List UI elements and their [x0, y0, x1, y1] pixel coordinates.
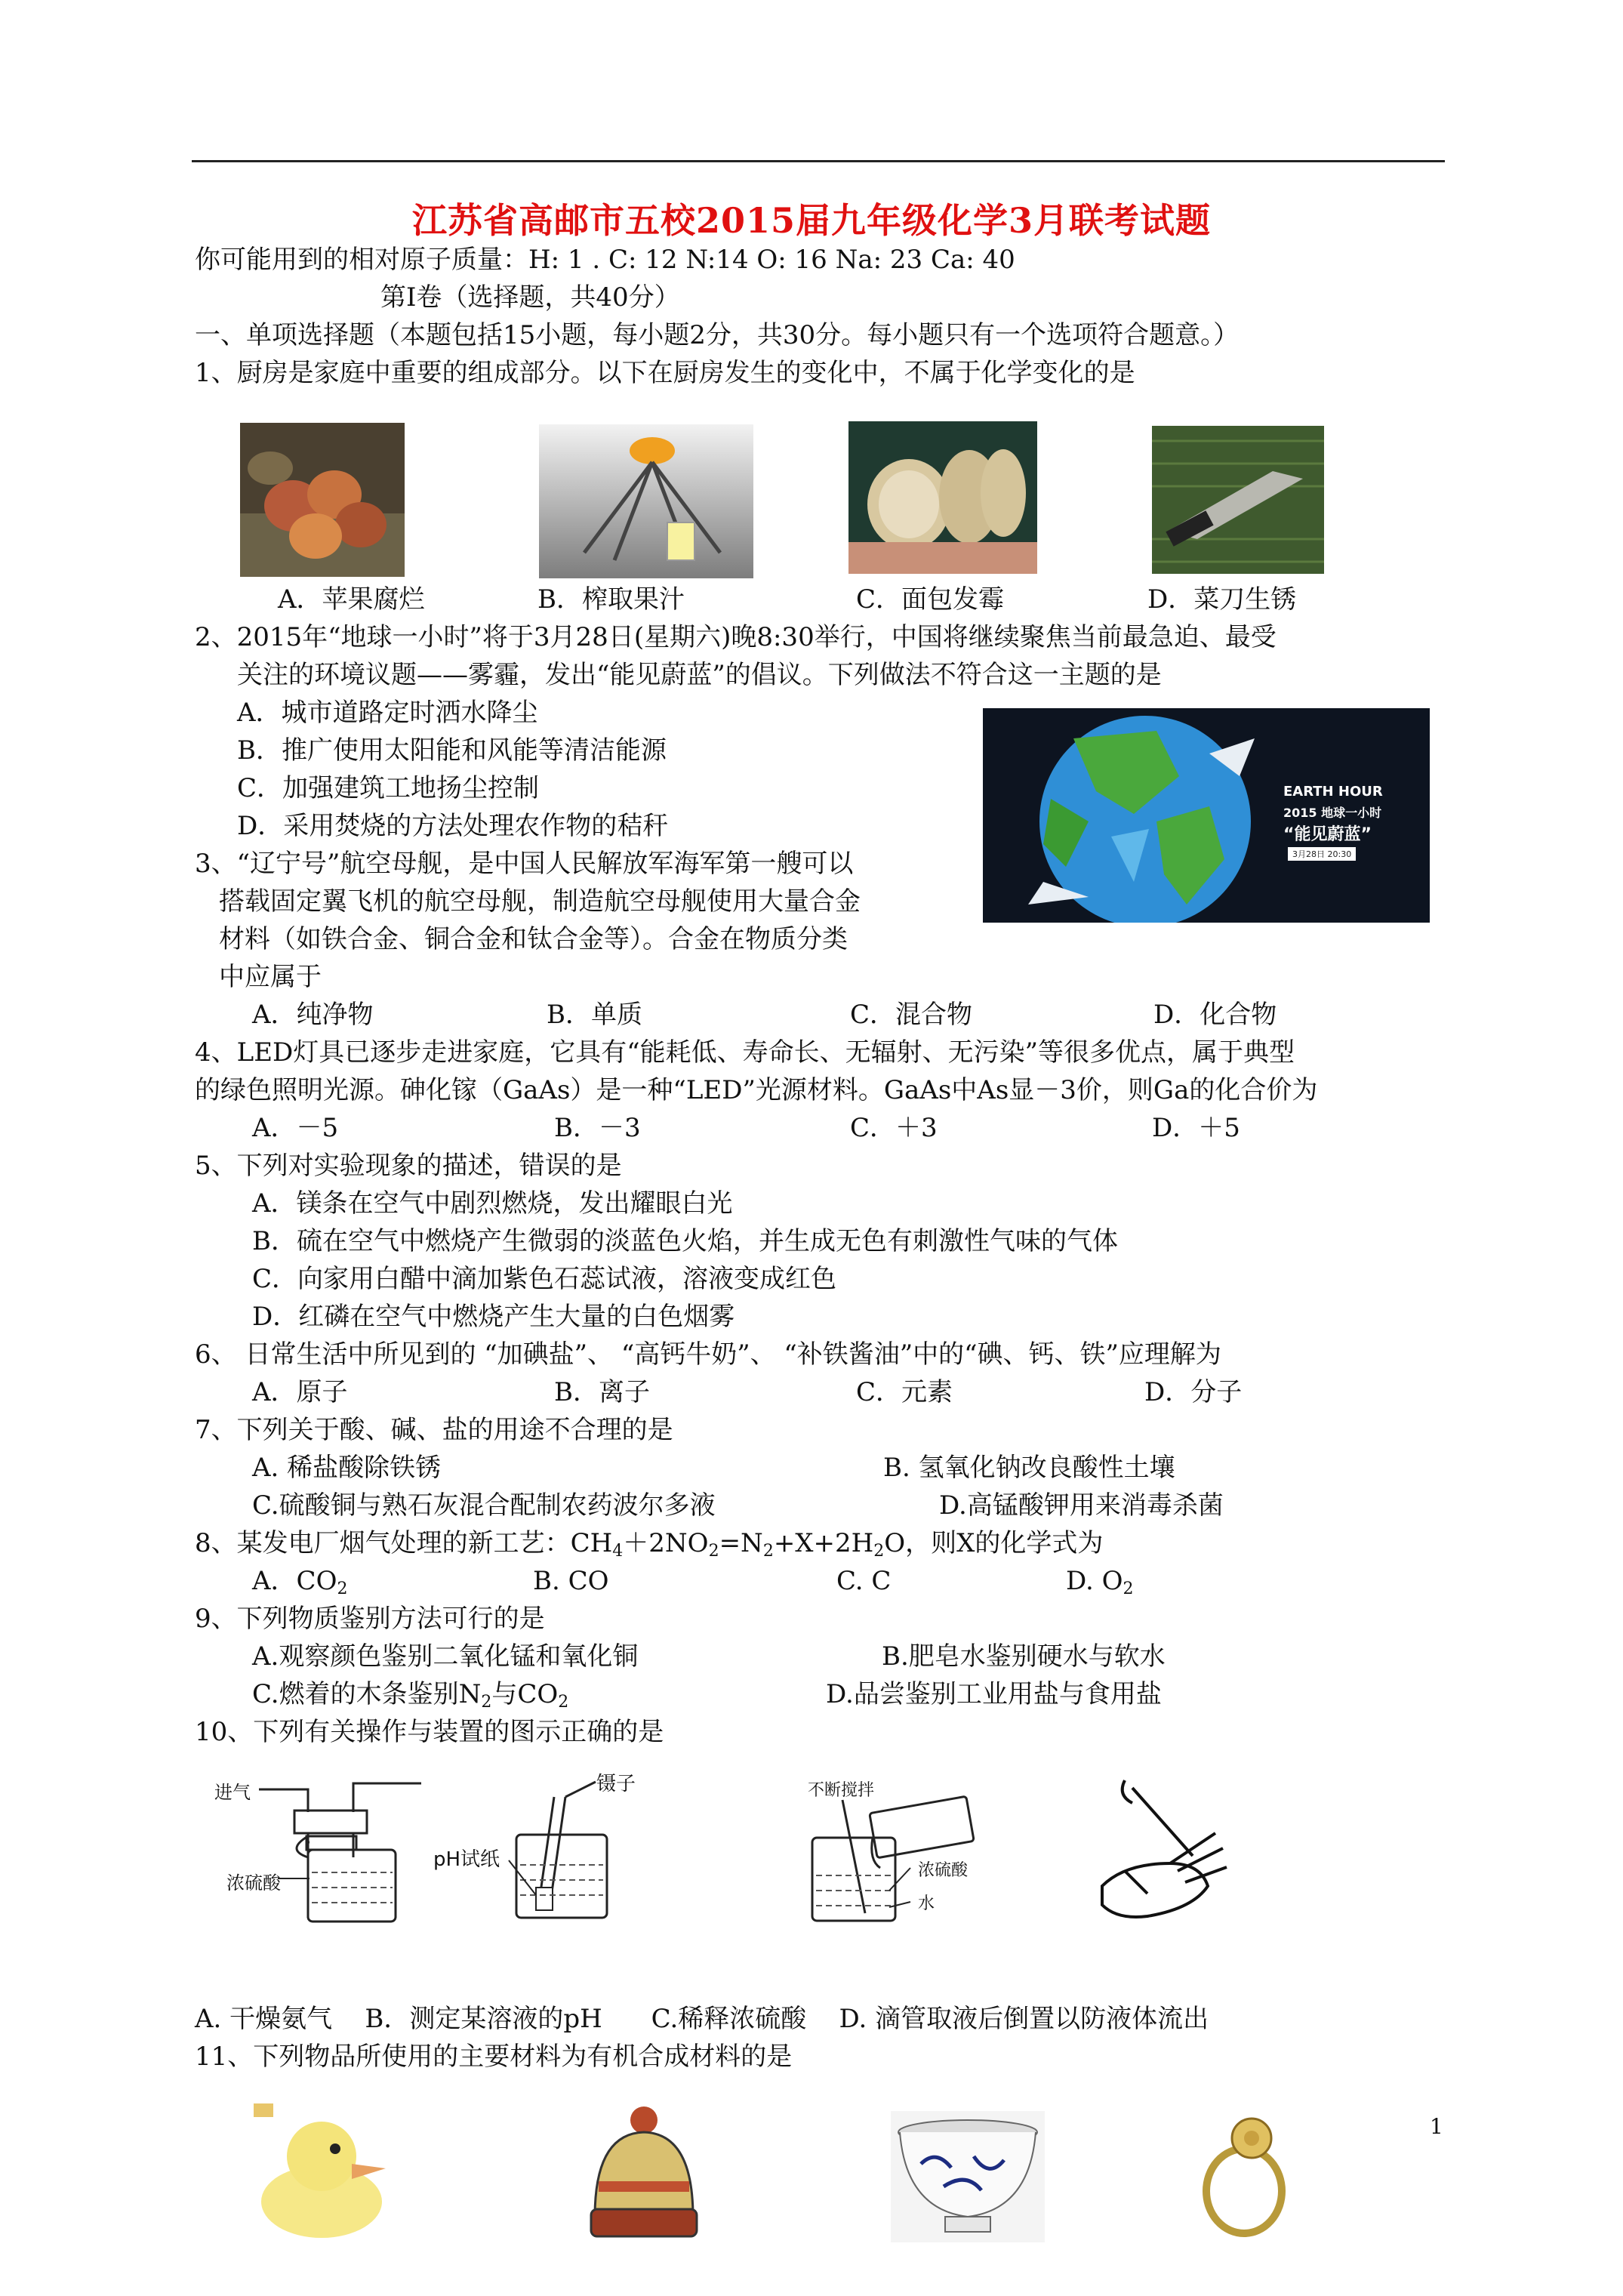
q6-option-c: C．元素 — [856, 1377, 953, 1407]
fig-label-conc-acid2: 浓硫酸 — [918, 1861, 969, 1880]
q6-option-d: D．分子 — [1144, 1377, 1243, 1407]
q10-fig-d-dropper-hand — [1079, 1773, 1238, 1931]
q2-option-c: C．加强建筑工地扬尘控制 — [237, 773, 540, 803]
q5-option-d: D．红磷在空气中燃烧产生大量的白色烟雾 — [252, 1302, 735, 1332]
section1-heading: 一、单项选择题（本题包括15小题，每小题2分，共30分。每小题只有一个选项符合题意。） — [195, 320, 1240, 350]
q2-option-d: D．采用焚烧的方法处理农作物的秸秆 — [237, 811, 669, 841]
q9-option-d: D.品尝鉴别工业用盐与食用盐 — [826, 1679, 1162, 1709]
q6-option-a: A．原子 — [252, 1377, 348, 1407]
q1-juicer-image — [539, 424, 753, 578]
poster-line1: EARTH HOUR — [1283, 784, 1383, 800]
q1-apple-image — [240, 423, 405, 577]
q6-stem: 6、 日常生活中所见到的 “加碘盐”、 “高钙牛奶”、 “补铁酱油”中的“碘、钙、铁”应理解为 — [195, 1339, 1221, 1370]
q11-gold-ring-image — [1191, 2100, 1297, 2244]
fig-label-water: 水 — [918, 1894, 935, 1913]
q10-fig-a-drying-bottle — [195, 1767, 436, 1925]
q11-stem: 11、下列物品所使用的主要材料为有机合成材料的是 — [195, 2042, 793, 2072]
q7-option-a: A. 稀盐酸除铁锈 — [252, 1453, 442, 1483]
fig-label-conc-acid: 浓硫酸 — [226, 1872, 281, 1894]
q9-option-c: C.燃着的木条鉴别$N_2$与$CO_2$ — [252, 1679, 569, 1712]
q4-stem-line2: 的绿色照明光源。砷化镓（GaAs）是一种“LED”光源材料。GaAs中As显－3价，则Ga的化合价为 — [195, 1075, 1318, 1105]
q3-stem-line2: 搭载固定翼飞机的航空母舰，制造航空母舰使用大量合金 — [219, 886, 861, 917]
q1-stem: 1、厨房是家庭中重要的组成部分。以下在厨房发生的变化中，不属于化学变化的是 — [195, 358, 1135, 388]
page-title: 江苏省高邮市五校2015届九年级化学3月联考试题 — [411, 200, 1212, 241]
q11-rubber-duck-image — [254, 2103, 397, 2247]
page-number: 1 — [1430, 2114, 1443, 2139]
q9-stem: 9、下列物质鉴别方法可行的是 — [195, 1604, 545, 1634]
q1-option-d: D．菜刀生锈 — [1147, 584, 1297, 615]
q8-option-b: B. CO — [533, 1566, 609, 1596]
part1-heading: 第Ⅰ卷（选择题，共40分） — [380, 282, 680, 313]
q9-option-b: B.肥皂水鉴别硬水与软水 — [882, 1641, 1166, 1672]
q1-knife-image — [1152, 426, 1324, 574]
q2-option-b: B．推广使用太阳能和风能等清洁能源 — [237, 735, 667, 766]
q5-option-b: B．硫在空气中燃烧产生微弱的淡蓝色火焰，并生成无色有刺激性气味的气体 — [252, 1226, 1118, 1256]
q3-option-a: A．纯净物 — [252, 1000, 374, 1030]
q7-stem: 7、下列关于酸、碱、盐的用途不合理的是 — [195, 1415, 673, 1445]
q7-option-d: D.高锰酸钾用来消毒杀菌 — [939, 1490, 1224, 1521]
q3-stem-line3: 材料（如铁合金、铜合金和钛合金等）。合金在物质分类 — [219, 924, 848, 954]
q2-option-a: A．城市道路定时洒水降尘 — [237, 698, 538, 728]
q8-option-d: D. $O_2$ — [1066, 1566, 1134, 1598]
q3-option-d: D．化合物 — [1153, 1000, 1277, 1030]
poster-line4: 3月28日 20:30 — [1288, 847, 1356, 861]
q8-stem: 8、某发电厂烟气处理的新工艺：$CH_4+2NO_2=N_2+X+2H_2O$，则X的化学式为 — [195, 1528, 1104, 1561]
q3-option-c: C．混合物 — [850, 1000, 973, 1030]
q5-option-c: C．向家用白醋中滴加紫色石蕊试液，溶液变成红色 — [252, 1264, 837, 1294]
q10-fig-c-dilute-acid — [797, 1777, 1046, 1928]
atomic-mass-line: 你可能用到的相对原子质量：H: 1 . C: 12 N:14 O: 16 Na: 23 Ca: 40 — [195, 245, 1015, 275]
q4-stem-line1: 4、LED灯具已逐步走进家庭，它具有“能耗低、寿命长、无辐射、无污染”等很多优点，属于典型 — [195, 1037, 1295, 1068]
q1-option-b: B．榨取果汁 — [537, 584, 685, 615]
fig-label-inlet: 进气 — [214, 1782, 251, 1803]
q3-stem-line1: 3、“辽宁号”航空母舰，是中国人民解放军海军第一艘可以 — [195, 849, 854, 879]
fig-label-tweezers: 镊子 — [596, 1773, 636, 1795]
q4-option-a: A．－5 — [252, 1113, 339, 1143]
q4-option-d: D．＋5 — [1152, 1113, 1240, 1143]
q5-option-a: A．镁条在空气中剧烈燃烧，发出耀眼白光 — [252, 1188, 733, 1219]
q11-porcelain-bowl-image — [891, 2111, 1045, 2242]
q2-earth-hour-poster — [983, 708, 1430, 923]
q4-option-b: B．－3 — [554, 1113, 641, 1143]
q1-bread-image — [848, 421, 1037, 574]
q10-stem: 10、下列有关操作与装置的图示正确的是 — [195, 1717, 664, 1747]
top-rule — [192, 160, 1445, 162]
q10-options: A. 干燥氨气 B．测定某溶液的pH C.稀释浓硫酸 D. 滴管取液后倒置以防液体流出 — [195, 2004, 1209, 2034]
q2-stem-line1: 2、2015年“地球一小时”将于3月28日(星期六)晚8:30举行，中国将继续聚焦当前最急迫、最受 — [195, 622, 1277, 652]
q5-stem: 5、下列对实验现象的描述，错误的是 — [195, 1151, 622, 1181]
q1-option-a: A．苹果腐烂 — [278, 584, 425, 615]
q8-option-c: C. C — [836, 1566, 892, 1596]
fig-label-stir: 不断搅拌 — [808, 1781, 875, 1800]
q4-option-c: C．＋3 — [850, 1113, 938, 1143]
q1-option-c: C．面包发霉 — [856, 584, 1005, 615]
q10-fig-b-ph-test — [433, 1767, 682, 1925]
fig-label-ph-paper: pH试纸 — [433, 1848, 500, 1871]
q3-option-b: B．单质 — [547, 1000, 642, 1030]
q8-option-a: A．$CO_2$ — [252, 1566, 348, 1598]
q7-option-c: C.硫酸铜与熟石灰混合配制农药波尔多液 — [252, 1490, 716, 1521]
q11-knit-hat-image — [580, 2103, 708, 2244]
q7-option-b: B. 氢氧化钠改良酸性土壤 — [883, 1453, 1175, 1483]
poster-line2: 2015 地球一小时 — [1283, 806, 1382, 820]
poster-line3: “能见蔚蓝” — [1283, 825, 1372, 844]
q6-option-b: B．离子 — [554, 1377, 650, 1407]
q2-stem-line2: 关注的环境议题——雾霾，发出“能见蔚蓝”的倡议。下列做法不符合这一主题的是 — [237, 660, 1162, 690]
q3-stem-line4: 中应属于 — [219, 962, 322, 992]
q9-option-a: A.观察颜色鉴别二氧化锰和氧化铜 — [252, 1641, 639, 1672]
